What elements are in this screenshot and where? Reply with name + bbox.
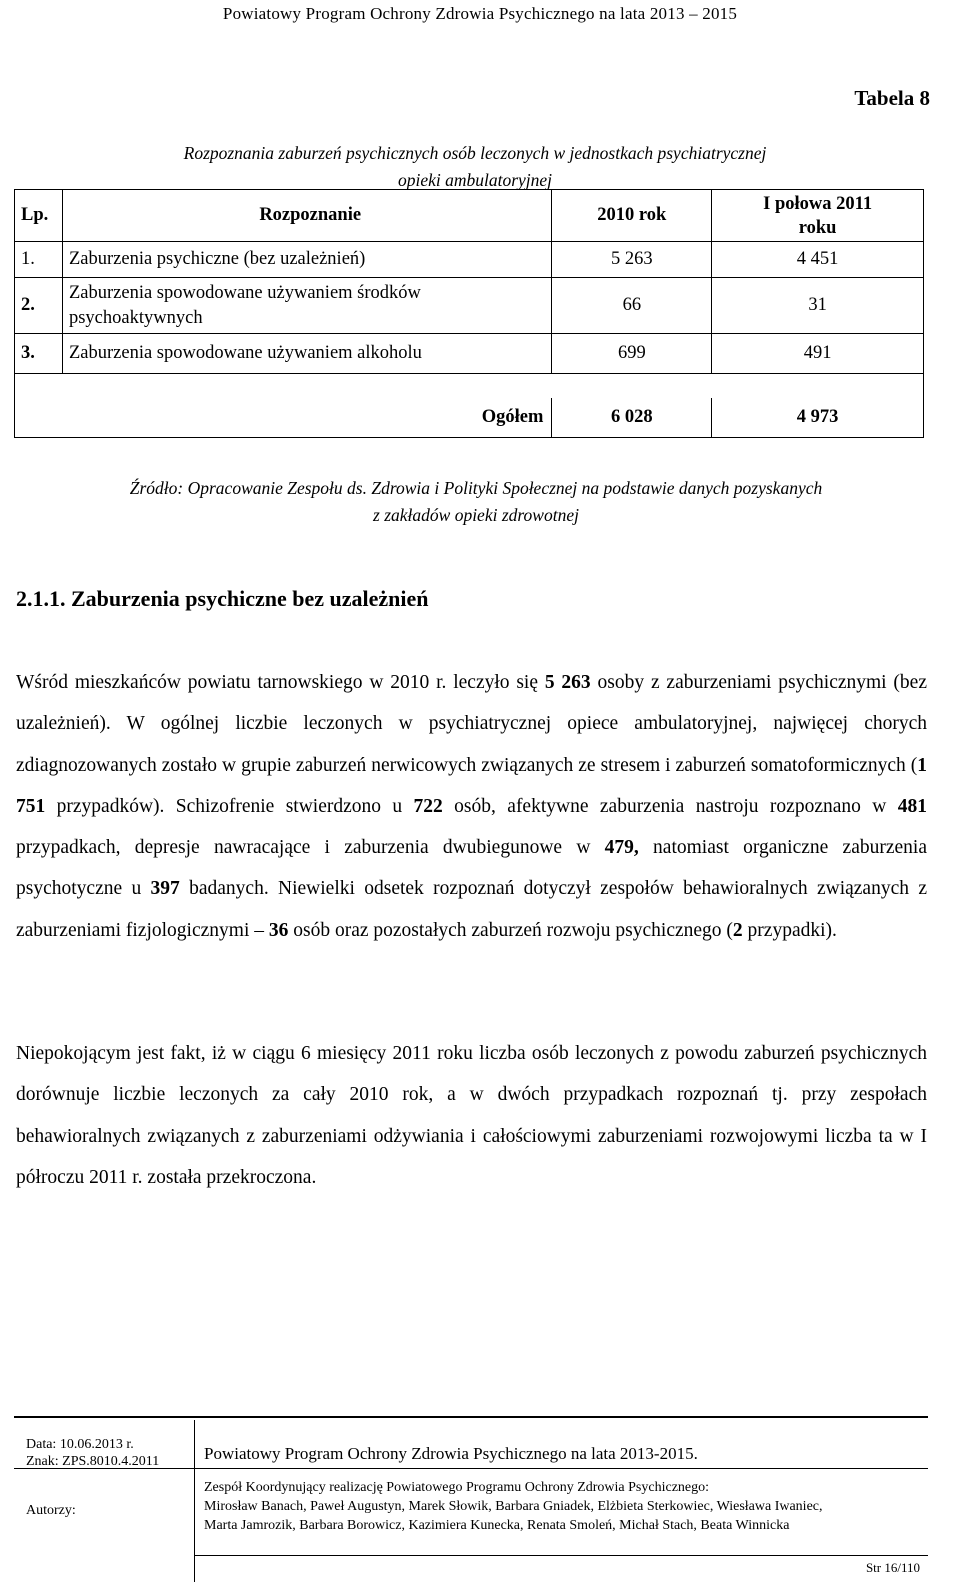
footer-divider — [194, 1555, 928, 1556]
footer-rule — [14, 1416, 928, 1418]
table-caption-line: Rozpoznania zaburzeń psychicznych osób leczonych w jednostkach psychiatrycznej — [183, 143, 767, 163]
row-2011: 31 — [712, 278, 924, 334]
text-run: osób, afektywne zaburzenia nastroju rozpoznano w — [442, 795, 898, 817]
header-2011-line: I połowa 2011 — [763, 193, 873, 214]
text-run: osoby z zaburzeniami psychicznymi (bez uzależnień). W ogólnej liczbie leczonych w psychiatrycznej opiece ambulatoryjnej, najwięcej chorych zdiagnozowanych zostało w grupie zaburzeń nerwicowych związanych ze stresem i zaburzeń somatoformicznych ( — [16, 672, 927, 776]
row-2011: 491 — [712, 334, 924, 374]
row-2011: 4 451 — [712, 242, 924, 278]
page-footer — [14, 1420, 928, 1580]
row-2010: 5 263 — [552, 242, 712, 278]
bold-number: 397 — [150, 878, 180, 900]
header-2011 — [712, 190, 924, 242]
table-row — [15, 334, 924, 374]
table-source — [16, 475, 936, 529]
row-diagnosis: Zaburzenia psychiczne (bez uzależnień) — [62, 242, 551, 278]
footer-team-line: Zespół Koordynujący realizację Powiatowego Programu Ochrony Zdrowia Psychicznego: — [204, 1480, 710, 1495]
bold-number: 481 — [897, 795, 927, 817]
header-2011-line: roku — [798, 217, 837, 238]
page-header: Powiatowy Program Ochrony Zdrowia Psychicznego na lata 2013 – 2015 — [222, 4, 738, 23]
row-2010: 66 — [552, 278, 712, 334]
row-diagnosis-line: psychoaktywnych — [68, 307, 203, 328]
footer-team-line: Mirosław Banach, Paweł Augustyn, Marek Słowik, Barbara Gniadek, Elżbieta Sterkowiec, Wiesława Iwaniec, — [204, 1499, 823, 1514]
row-lp: 1. — [15, 242, 63, 278]
page-number: Str 16/110 — [865, 1560, 920, 1575]
table-row — [15, 242, 924, 278]
text-run: przypadkach, depresje nawracające i zaburzenia dwubiegunowe w — [16, 837, 605, 859]
total-2010: 6 028 — [552, 398, 712, 438]
footer-authors-label: Autorzy: — [26, 1503, 76, 1518]
bold-number: 5 263 — [544, 672, 591, 693]
table-source-line: Źródło: Opracowanie Zespołu ds. Zdrowia i Polityki Społecznej na podstawie danych pozyskanych — [129, 478, 823, 498]
table-number: Tabela 8 — [854, 86, 930, 110]
footer-team — [204, 1478, 823, 1535]
table-row — [15, 278, 924, 334]
header-diagnosis: Rozpoznanie — [62, 190, 551, 242]
header-2010: 2010 rok — [552, 190, 712, 242]
table-caption-line: opieki ambulatoryjnej — [397, 170, 553, 190]
text-run: osób oraz pozostałych zaburzeń rozwoju psychicznego ( — [288, 919, 733, 941]
table-source-line: z zakładów opieki zdrowotnej — [373, 505, 579, 525]
table-total-row — [15, 398, 924, 438]
spacer-cell — [15, 374, 924, 398]
row-diagnosis-line: Zaburzenia spowodowane używaniem środków — [68, 282, 421, 303]
row-lp: 3. — [15, 334, 63, 374]
footer-date: Data: 10.06.2013 r. — [26, 1437, 134, 1452]
total-2011: 4 973 — [712, 398, 924, 438]
bold-number: 36 — [268, 919, 289, 941]
footer-sign: Znak: ZPS.8010.4.2011 — [26, 1454, 160, 1469]
paragraph — [16, 662, 927, 951]
row-lp: 2. — [15, 278, 63, 334]
bold-number: 722 — [413, 795, 443, 817]
row-2010: 699 — [552, 334, 712, 374]
bold-number: 1 751 — [16, 754, 927, 817]
paragraph: Niepokojącym jest fakt, iż w ciągu 6 miesięcy 2011 roku liczba osób leczonych z powodu zaburzeń psychicznych dorównuje liczbie leczonych za cały 2010 rok, a w dwóch przypadkach rozpoznań tj. przy zespołach behawioralnych związanych z zaburzeniami odżywiania i całościowymi zaburzeniami rozwojowymi liczba ta w I półroczu 2011 r. została przekroczona. — [16, 1043, 927, 1188]
text-run: badanych. Niewielki odsetek rozpoznań dotyczył zespołów behawioralnych związanych z zaburzeniami fizjologicznymi – — [16, 878, 927, 941]
table-caption — [95, 140, 855, 194]
section-title: 2.1.1. Zaburzenia psychiczne bez uzależnień — [16, 586, 429, 611]
footer-divider — [194, 1420, 195, 1582]
footer-program: Powiatowy Program Ochrony Zdrowia Psychicznego na lata 2013-2015. — [204, 1444, 698, 1463]
table-header-row — [15, 190, 924, 242]
text-run: przypadków). Schizofrenie stwierdzono u — [45, 795, 414, 817]
text-run: przypadki). — [742, 919, 837, 941]
row-diagnosis — [62, 278, 551, 334]
diagnosis-table — [14, 189, 924, 438]
bold-number: 2 — [732, 919, 743, 941]
text-run: Wśród mieszkańców powiatu tarnowskiego w 2010 r. leczyło się — [16, 672, 545, 693]
row-diagnosis: Zaburzenia spowodowane używaniem alkoholu — [62, 334, 551, 374]
footer-team-line: Marta Jamrozik, Barbara Borowicz, Kazimiera Kunecka, Renata Smoleń, Michał Stach, Beata Winnicka — [204, 1518, 790, 1533]
header-lp: Lp. — [15, 190, 63, 242]
footer-date-block — [26, 1436, 159, 1470]
bold-number: 479, — [604, 837, 639, 859]
text-run: natomiast organiczne zaburzenia psychotyczne u — [16, 837, 927, 900]
table-spacer-row — [15, 374, 924, 398]
total-label: Ogółem — [15, 398, 552, 438]
